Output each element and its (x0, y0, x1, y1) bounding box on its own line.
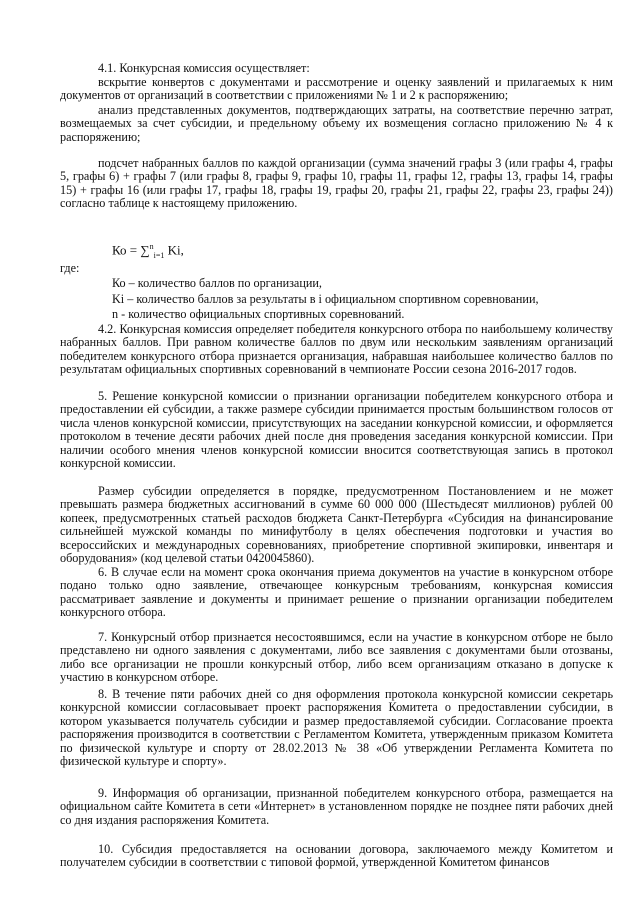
section-5-subsidy-size: Размер субсидии определяется в порядке, предусмотренном Постановлением и не может превышать размера бюджетных ассигнований в сумме 60 000 000 (Шестьдесят миллионов) рублей 00 копеек, предусмотренных статьей расходов бюджета Санкт-Петербурга «Субсидия на финансирование сильнейшей мужской команды по минифутболу в целях обеспечения подготовки и участия во всероссийских и международных соревнованиях, приобретение спортивной экипировки, инвентаря и оборудования» (код целевой статьи 0420045860). (60, 484, 613, 566)
section-5: 5. Решение конкурсной комиссии о признании организации победителем конкурсного отбора и предоставлении ей субсидии, а также размере субсидии принимается простым большинством голосов от числа членов конкурсной комиссии, присутствующих на заседании конкурсной комиссии, и оформляется протоколом в течение десяти рабочих дней после дня проведения заседания конкурсной комиссии. При наличии особого мнения членов конкурсной комиссии вносится соответствующая запись в протокол конкурсной комиссии. (60, 389, 613, 471)
section-4-2: 4.2. Конкурсная комиссия определяет победителя конкурсного отбора по наибольшему количеству набранных баллов. При равном количестве баллов по двум или нескольким заявлениям организаций победителем конкурсного отбора признается организация, набравшая наибольшее количество баллов по результатам официальных спортивных соревнований в чемпионате России сезона 2016-2017 годов. (60, 322, 613, 377)
score-formula (112, 240, 184, 262)
formula-sup: n (149, 242, 154, 251)
formula-lhs: Ко = ∑ (112, 242, 150, 258)
section-4-1-item-a: вскрытие конвертов с документами и рассмотрение и оценку заявлений и прилагаемых к ним документов от организаций в соответствии с приложениями № 1 и 2 к распоряжению; (60, 75, 613, 103)
section-7: 7. Конкурсный отбор признается несостоявшимся, если на участие в конкурсном отборе не было представлено ни одного заявления с документами, либо все заявления с документами были отозваны, либо все организации не прошли конкурсный отбор, либо всем организациям отказано в допуске к участию в конкурсном отборе. (60, 630, 613, 685)
definition-ko: Ко – количество баллов по организации, (112, 276, 322, 290)
definition-ki: Ki – количество баллов за результаты в i официальном спортивном соревновании, (112, 292, 539, 306)
where-label: где: (60, 261, 80, 275)
section-4-1-item-b: анализ представленных документов, подтверждающих затраты, на соответствие перечню затрат, возмещаемых за счет субсидии, и предельному объему их возмещения согласно приложению № 4 к распоряжению; (60, 103, 613, 144)
definition-n: n - количество официальных спортивных соревнований. (112, 307, 405, 321)
section-4-1-item-c: подсчет набранных баллов по каждой организации (сумма значений графы 3 (или графы 4, графы 5, графы 6) + графы 7 (или графы 8, графы 9, графы 10, графы 11, графы 12, графы 13, графы 14, графы 15) + графы 16 (или графы 17, графы 18, графы 19, графы 20, графы 21, графы 22, графы 23, графы 24)) согласно таблице к настоящему приложению. (60, 156, 613, 211)
section-4-1-title: 4.1. Конкурсная комиссия осуществляет: (98, 61, 310, 75)
section-9: 9. Информация об организации, признанной победителем конкурсного отбора, размещается на официальном сайте Комитета в сети «Интернет» в установленном порядке не позднее пяти рабочих дней со дня издания распоряжения Комитета. (60, 786, 613, 827)
formula-sub: i=1 (153, 250, 165, 260)
formula-rhs: Ki, (164, 242, 184, 258)
section-8: 8. В течение пяти рабочих дней со дня оформления протокола конкурсной комиссии секретарь конкурсной комиссии согласовывает проект распоряжения Комитета о предоставлении субсидии, в котором указывается получатель субсидии и размер предоставляемой субсидии. Согласование проекта распоряжения производится в соответствии с Регламентом Комитета, утвержденным приказом Комитета по физической культуре и спорту от 28.02.2013 № 38 «Об утверждении Регламента Комитета по физической культуре и спорту». (60, 687, 613, 769)
section-6: 6. В случае если на момент срока окончания приема документов на участие в конкурсном отборе подано только одно заявление, отвечающее конкурсным требованиям, конкурсная комиссия рассматривает заявление и документы и принимает решение о признании организации победителем конкурсного отбора. (60, 565, 613, 620)
section-10: 10. Субсидия предоставляется на основании договора, заключаемого между Комитетом и получателем субсидии в соответствии с типовой формой, утвержденной Комитетом финансов (60, 842, 613, 870)
